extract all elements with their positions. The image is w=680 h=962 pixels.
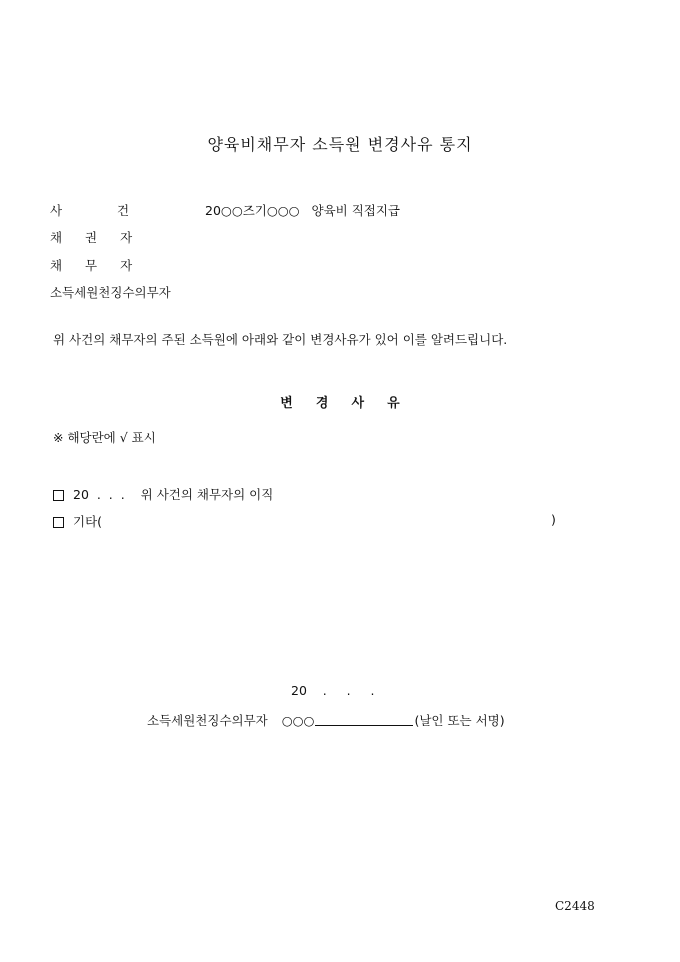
seal-note: (날인 또는 서명) [414, 713, 505, 728]
case-value: 20○○즈기○○○ 양육비 직접지급 [205, 203, 401, 218]
instruction-text: ※ 해당란에 √ 표시 [53, 430, 156, 445]
option-other-close: ) [551, 512, 556, 527]
creditor-label-char-1: 채 [50, 230, 64, 245]
option-resignation-text: 위 사건의 채무자의 이직 [140, 487, 274, 502]
option-resignation[interactable] [53, 485, 273, 503]
debtor-label-char-1: 채 [50, 258, 64, 273]
case-label [50, 201, 130, 219]
signer-name: ○○○ [281, 713, 315, 728]
option-other-checkbox[interactable] [53, 517, 64, 528]
creditor-label-char-2: 권 [85, 230, 99, 245]
document-title: 양육비채무자 소득원 변경사유 통지 [207, 135, 473, 154]
section-heading-char-1: 변 [280, 396, 293, 411]
collector-label: 소득세원천징수의무자 [50, 285, 171, 300]
option-resignation-checkbox[interactable] [53, 490, 64, 501]
debtor-label [50, 256, 133, 274]
signature-blank-line[interactable] [315, 714, 413, 726]
option-other-text: 기타( [73, 514, 103, 529]
section-heading-char-3: 사 [351, 396, 365, 411]
case-label-char-1: 사 [50, 203, 64, 218]
option-resignation-date: 20 . . . [73, 487, 125, 502]
footer-date: 20 . . . [291, 683, 375, 698]
signer-label: 소득세원천징수의무자 [147, 713, 268, 728]
section-heading-char-2: 경 [315, 396, 329, 411]
section-heading-char-4: 유 [387, 396, 400, 411]
signer-line [147, 711, 505, 729]
creditor-label-char-3: 자 [120, 230, 134, 245]
option-other[interactable] [53, 512, 102, 530]
creditor-label [50, 228, 133, 246]
section-heading [0, 392, 680, 411]
case-label-char-2: 건 [117, 203, 131, 218]
debtor-label-char-2: 무 [85, 258, 99, 273]
debtor-label-char-3: 자 [120, 258, 134, 273]
notice-sentence: 위 사건의 채무자의 주된 소득원에 아래와 같이 변경사유가 있어 이를 알려드립니다. [53, 332, 508, 347]
form-code: C2448 [555, 899, 595, 913]
